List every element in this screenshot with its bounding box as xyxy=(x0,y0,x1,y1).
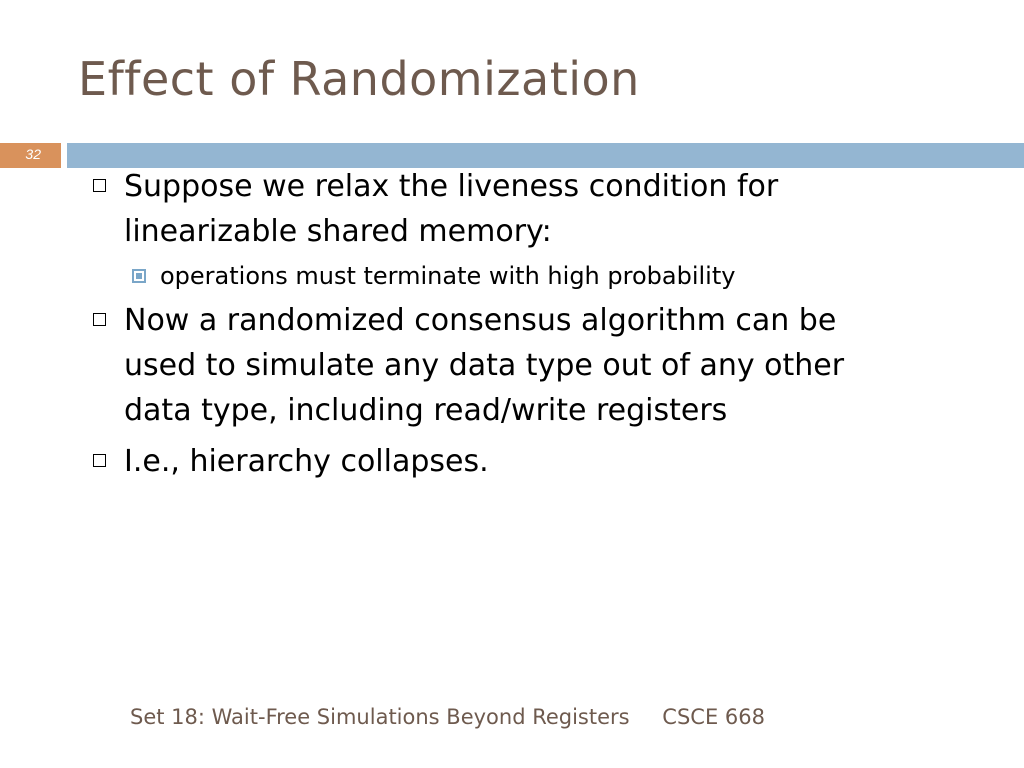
bullet-2 xyxy=(84,298,944,433)
sub-bullet-1-text: operations must terminate with high probability xyxy=(160,262,736,290)
bullet-2-line-1: Now a randomized consensus algorithm can be xyxy=(124,303,837,338)
bullet-2-line-3: data type, including read/write registers xyxy=(124,393,728,428)
square-bullet-icon xyxy=(93,179,106,192)
footer-course-set: Set 18: Wait-Free Simulations Beyond Registers xyxy=(130,705,630,729)
slide-number-box xyxy=(0,143,61,168)
bullet-2-line-2: used to simulate any data type out of any other xyxy=(124,348,845,383)
slide-number: 32 xyxy=(25,146,41,162)
slide-footer xyxy=(130,705,791,729)
slide-body xyxy=(84,164,944,484)
footer-course-code: CSCE 668 xyxy=(662,705,765,729)
bullet-1-line-1: Suppose we relax the liveness condition for xyxy=(124,169,779,204)
square-bullet-icon xyxy=(93,454,106,467)
filled-square-bullet-icon xyxy=(132,269,146,283)
bullet-1 xyxy=(84,164,944,254)
sub-bullet-1 xyxy=(84,258,944,294)
bullet-3-line-1: I.e., hierarchy collapses. xyxy=(124,444,489,479)
bullet-3 xyxy=(84,439,944,484)
bullet-1-line-2: linearizable shared memory: xyxy=(124,214,552,249)
square-bullet-icon xyxy=(93,313,106,326)
slide-title: Effect of Randomization xyxy=(78,52,640,106)
